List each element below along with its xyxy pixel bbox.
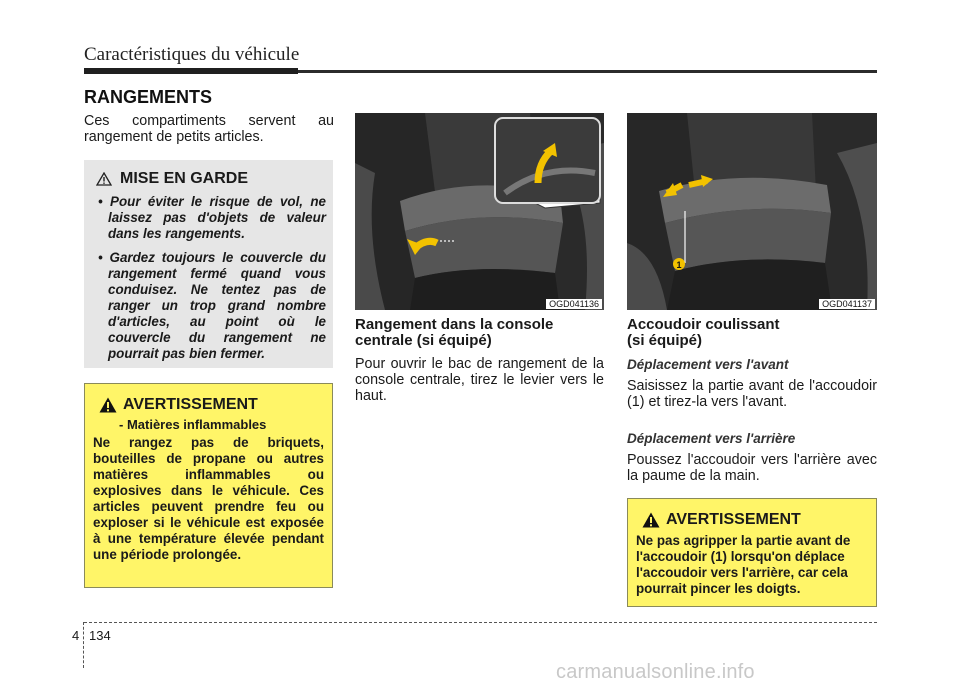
caution-item: • Gardez toujours le couvercle du rangement fermé quand vous conduisez. Ne tentez pas de ranger un trop grand nombre d'articles, au point où le couvercle du rangement ne pourrait pas bien fermer.: [98, 250, 326, 361]
console-body: Pour ouvrir le bac de rangement de la console centrale, tirez le levier vers le haut.: [355, 356, 604, 404]
watermark: carmanualsonline.info: [556, 661, 755, 683]
warning-box-pinch: [627, 498, 877, 607]
callout-number: 1: [676, 260, 682, 270]
armrest-figure: [627, 113, 877, 310]
backward-heading: Déplacement vers l'arrière: [627, 431, 796, 446]
warning-body: Ne rangez pas de briquets, bouteilles de propane ou autres matières inflammables ou explosives dans le véhicule. Ces articles peuvent prendre feu ou exploser si le véhicule est exposée à une température élevée pendant une période prolongée.: [93, 435, 324, 562]
caution-list: [94, 194, 326, 370]
warning-triangle-icon: [99, 397, 117, 413]
warning-title: AVERTISSEMENT: [666, 511, 801, 528]
caution-title: MISE EN GARDE: [120, 170, 249, 187]
page-number: 134: [89, 628, 111, 643]
armrest-heading: Accoudoir coulissant (si équipé): [627, 316, 780, 349]
warning-triangle-icon: [96, 172, 112, 186]
console-illustration: [355, 113, 604, 310]
figure-code: OGD041136: [546, 299, 602, 309]
forward-heading: Déplacement vers l'avant: [627, 357, 789, 372]
footer-rule: [84, 622, 877, 623]
section-title: RANGEMENTS: [84, 87, 213, 107]
caution-item: • Pour éviter le risque de vol, ne laissez pas d'objets de valeur dans les rangements.: [98, 194, 326, 241]
header-rule-accent: [84, 68, 298, 74]
chapter-title: Caractéristiques du véhicule: [84, 44, 300, 65]
warning-box-flammable: [84, 383, 333, 588]
warning-heading: [99, 396, 258, 414]
warning-subtitle: - Matières inflammables: [119, 417, 267, 432]
intro-text: Ces compartiments servent au rangement de petits articles.: [84, 113, 334, 145]
figure-code: OGD041137: [819, 299, 875, 309]
warning-heading: [642, 511, 801, 529]
caution-heading: [96, 170, 248, 188]
armrest-illustration: [627, 113, 877, 310]
chapter-number: 4: [72, 628, 80, 643]
caution-box: [84, 160, 333, 368]
warning-body: Ne pas agripper la partie avant de l'accoudoir (1) lorsqu'on déplace l'accoudoir vers l'arrière, car cela pourrait pincer les doigts.: [636, 533, 851, 596]
backward-body: Poussez l'accoudoir vers l'arrière avec la paume de la main.: [627, 452, 877, 484]
warning-title: AVERTISSEMENT: [123, 396, 258, 413]
warning-triangle-icon: [642, 512, 660, 528]
console-storage-figure: [355, 113, 604, 310]
console-heading: Rangement dans la console centrale (si équipé): [355, 316, 554, 349]
forward-body: Saisissez la partie avant de l'accoudoir (1) et tirez-la vers l'avant.: [627, 378, 877, 410]
footer-divider: [83, 622, 84, 668]
